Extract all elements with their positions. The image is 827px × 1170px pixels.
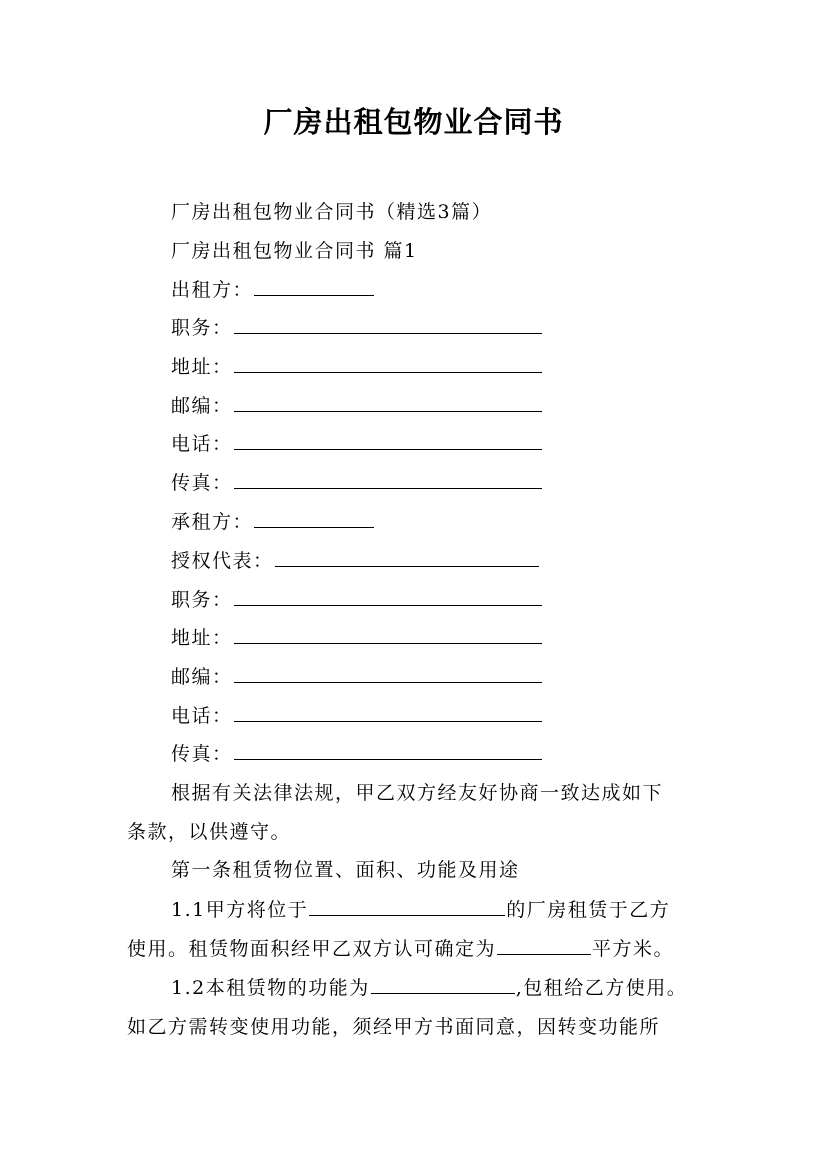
lessee-blank (254, 526, 374, 528)
lessee-address-row (171, 626, 543, 650)
subtitle: 厂房出租包物业合同书（精选3篇） (171, 201, 493, 223)
field-label: 地址： (171, 627, 233, 649)
lessor-title-row (171, 316, 543, 340)
lessee-rep-label: 授权代表： (171, 550, 274, 572)
field-label: 传真： (171, 743, 233, 765)
area-blank (497, 953, 591, 955)
field-label: 职务： (171, 589, 233, 611)
lessor-address-row (171, 355, 543, 379)
field-blank (234, 487, 542, 489)
field-blank (234, 410, 542, 412)
clause-1-1-line-1 (171, 898, 670, 922)
clause-text: ,包租给乙方使用。 (515, 977, 688, 999)
clause-1-2-line-2: 如乙方需转变使用功能，须经甲方书面同意，因转变功能所 (127, 1016, 661, 1038)
lessee-phone-row (171, 704, 543, 728)
field-blank (234, 332, 542, 334)
clause-text: 平方米。 (592, 938, 675, 960)
article-heading: 厂房出租包物业合同书 篇1 (171, 240, 418, 262)
lessee-rep-row (171, 549, 540, 573)
lessor-phone-row (171, 432, 543, 456)
lessor-postcode-row (171, 394, 543, 418)
field-label: 职务： (171, 317, 233, 339)
field-label: 地址： (171, 356, 233, 378)
field-blank (234, 371, 542, 373)
clause-1-1-line-2 (127, 937, 674, 961)
section-1-heading: 第一条租赁物位置、面积、功能及用途 (171, 859, 520, 881)
lessee-fax-row (171, 742, 543, 766)
field-blank (234, 448, 542, 450)
field-blank (234, 642, 542, 644)
field-label: 电话： (171, 433, 233, 455)
lessee-row (171, 510, 375, 534)
field-label: 传真： (171, 472, 233, 494)
clause-text: 1.1甲方将位于 (171, 899, 309, 921)
clause-text: 使用。租赁物面积经甲乙双方认可确定为 (127, 938, 497, 960)
lessee-title-row (171, 588, 543, 612)
location-blank (309, 914, 505, 916)
lessee-label: 承租方： (171, 511, 254, 533)
lessor-blank (254, 294, 374, 296)
field-blank (234, 604, 542, 606)
lessee-postcode-row (171, 665, 543, 689)
field-label: 邮编： (171, 395, 233, 417)
clause-text: 的厂房租赁于乙方 (506, 899, 671, 921)
function-blank (371, 992, 515, 994)
lessor-fax-row (171, 471, 543, 495)
clause-1-2-line-1 (171, 976, 687, 1000)
field-blank (234, 758, 542, 760)
field-label: 电话： (171, 705, 233, 727)
field-blank (275, 565, 539, 567)
intro-line-2: 条款，以供遵守。 (127, 821, 292, 843)
lessor-label: 出租方： (171, 279, 254, 301)
lessor-row (171, 278, 375, 302)
field-blank (234, 681, 542, 683)
field-label: 邮编： (171, 666, 233, 688)
document-title: 厂房出租包物业合同书 (263, 105, 564, 139)
intro-line-1: 根据有关法律法规，甲乙双方经友好协商一致达成如下 (171, 782, 664, 804)
field-blank (234, 720, 542, 722)
clause-text: 1.2本租赁物的功能为 (171, 977, 370, 999)
